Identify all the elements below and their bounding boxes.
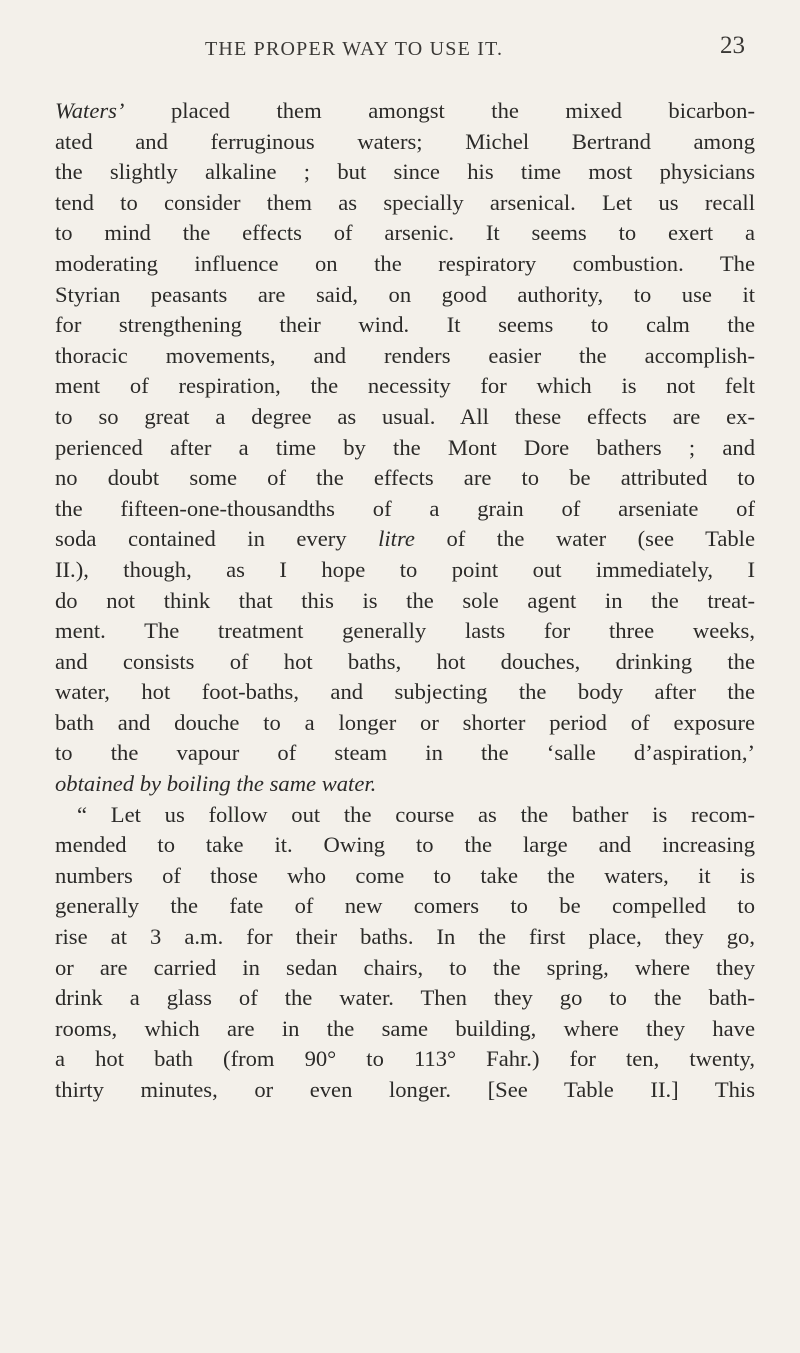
text-line: soda contained in every litre of the water (see Table — [55, 526, 755, 552]
text-line: II.), though, as I hope to point out immediately, I — [55, 556, 755, 582]
text-line: thoracic movements, and renders easier the accomplish- — [55, 342, 755, 368]
text-line-italic: obtained by boiling the same water. — [55, 771, 377, 797]
text-line: to the vapour of steam in the ‘salle d’aspiration,’ — [55, 740, 755, 766]
text-line: bath and douche to a longer or shorter period of exposure — [55, 709, 755, 735]
page-number: 23 — [720, 32, 745, 59]
text-line: numbers of those who come to take the waters, it is — [55, 862, 755, 888]
text-line: rise at 3 a.m. for their baths. In the first place, they go, — [55, 924, 755, 950]
text-line: or are carried in sedan chairs, to the spring, where they — [55, 954, 755, 980]
text-line: drink a glass of the water. Then they go to the bath- — [55, 985, 755, 1011]
text-line: generally the fate of new comers to be compelled to — [55, 893, 755, 919]
text-line: to so great a degree as usual. All these effects are ex- — [55, 403, 755, 429]
text-line: a hot bath (from 90° to 113° Fahr.) for ten, twenty, — [55, 1046, 755, 1072]
text-line: water, hot foot-baths, and subjecting the body after the — [55, 679, 755, 705]
text-line: mended to take it. Owing to the large and increasing — [55, 832, 755, 858]
text-line: ment of respiration, the necessity for which is not felt — [55, 373, 755, 399]
text-line: moderating influence on the respiratory combustion. The — [55, 250, 755, 276]
text-line: Waters’ placed them amongst the mixed bicarbon- — [55, 98, 755, 123]
text-line: ment. The treatment generally lasts for three weeks, — [55, 618, 755, 644]
text-line: Styrian peasants are said, on good authority, to use it — [55, 281, 755, 307]
body-text — [55, 96, 755, 1106]
text-line: to mind the effects of arsenic. It seems to exert a — [55, 220, 755, 246]
text-line: perienced after a time by the Mont Dore bathers ; and — [55, 434, 755, 460]
text-line: tend to consider them as specially arsenical. Let us recall — [55, 189, 755, 215]
text-line: thirty minutes, or even longer. [See Table II.] This — [55, 1077, 755, 1102]
running-head: THE PROPER WAY TO USE IT. — [205, 38, 504, 60]
text-line: the slightly alkaline ; but since his time most physicians — [55, 159, 755, 185]
text-line: rooms, which are in the same building, where they have — [55, 1015, 755, 1041]
text-line: the fifteen-one-thousandths of a grain of arseniate of — [55, 495, 755, 521]
italic-word: Waters’ — [55, 98, 125, 123]
text-line: and consists of hot baths, hot douches, drinking the — [55, 648, 755, 674]
italic-word: litre — [378, 526, 415, 552]
text-line: ated and ferruginous waters; Michel Bertrand among — [55, 128, 755, 154]
text-line: do not think that this is the sole agent in the treat- — [55, 587, 755, 613]
text-line: no doubt some of the effects are to be attributed to — [55, 465, 755, 491]
text-line: for strengthening their wind. It seems to calm the — [55, 312, 755, 338]
text-line: “ Let us follow out the course as the bather is recom- — [77, 801, 755, 827]
